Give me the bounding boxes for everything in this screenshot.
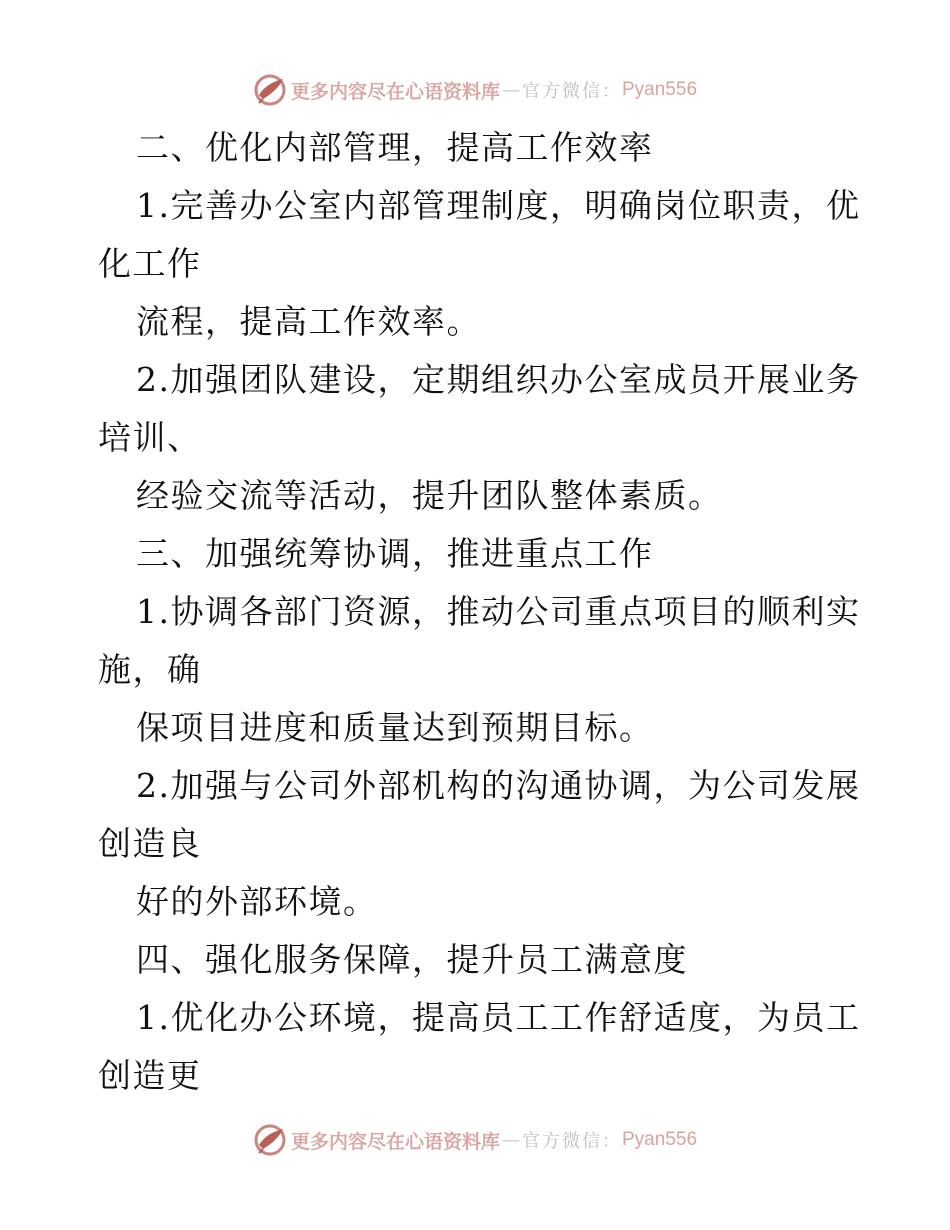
watermark-separator: — [502, 79, 520, 101]
heading-section-2: 二、优化内部管理，提高工作效率 [136, 128, 654, 167]
watermark-brand: 更多内容尽在心语资料库 [290, 80, 500, 103]
paragraph-line: 施，确 [98, 650, 202, 689]
paragraph-line: 1.完善办公室内部管理制度，明确岗位职责，优 [136, 186, 861, 225]
heading-section-4: 四、强化服务保障，提升员工满意度 [136, 940, 688, 979]
watermark-wechat-label: 官方微信： [522, 1131, 622, 1152]
header-watermark [0, 70, 950, 110]
paragraph-line: 流程，提高工作效率。 [136, 302, 481, 341]
paragraph-line: 好的外部环境。 [136, 882, 378, 921]
watermark-wechat-label: 官方微信： [522, 81, 622, 102]
footer-watermark [0, 1120, 950, 1160]
watermark-wechat-id: Pyan556 [622, 79, 698, 100]
paragraph-line: 2.加强与公司外部机构的沟通协调，为公司发展 [136, 766, 861, 805]
paragraph-line: 1.协调各部门资源，推动公司重点项目的顺利实 [136, 592, 861, 631]
watermark-brand: 更多内容尽在心语资料库 [290, 1130, 500, 1153]
paragraph-line: 培训、 [98, 418, 202, 457]
heading-section-3: 三、加强统筹协调，推进重点工作 [136, 534, 654, 573]
pen-nib-circle-icon [253, 1123, 287, 1157]
paragraph-line: 2.加强团队建设，定期组织办公室成员开展业务 [136, 360, 861, 399]
pen-nib-circle-icon [253, 73, 287, 107]
paragraph-line: 1.优化办公环境，提高员工工作舒适度，为员工 [136, 998, 861, 1037]
paragraph-line: 创造更 [98, 1056, 202, 1095]
paragraph-line: 经验交流等活动，提升团队整体素质。 [136, 476, 723, 515]
paragraph-line: 化工作 [98, 244, 202, 283]
paragraph-line: 保项目进度和质量达到预期目标。 [136, 708, 654, 747]
paragraph-line: 创造良 [98, 824, 202, 863]
watermark-wechat-id: Pyan556 [622, 1129, 698, 1150]
watermark-separator: — [502, 1129, 520, 1151]
